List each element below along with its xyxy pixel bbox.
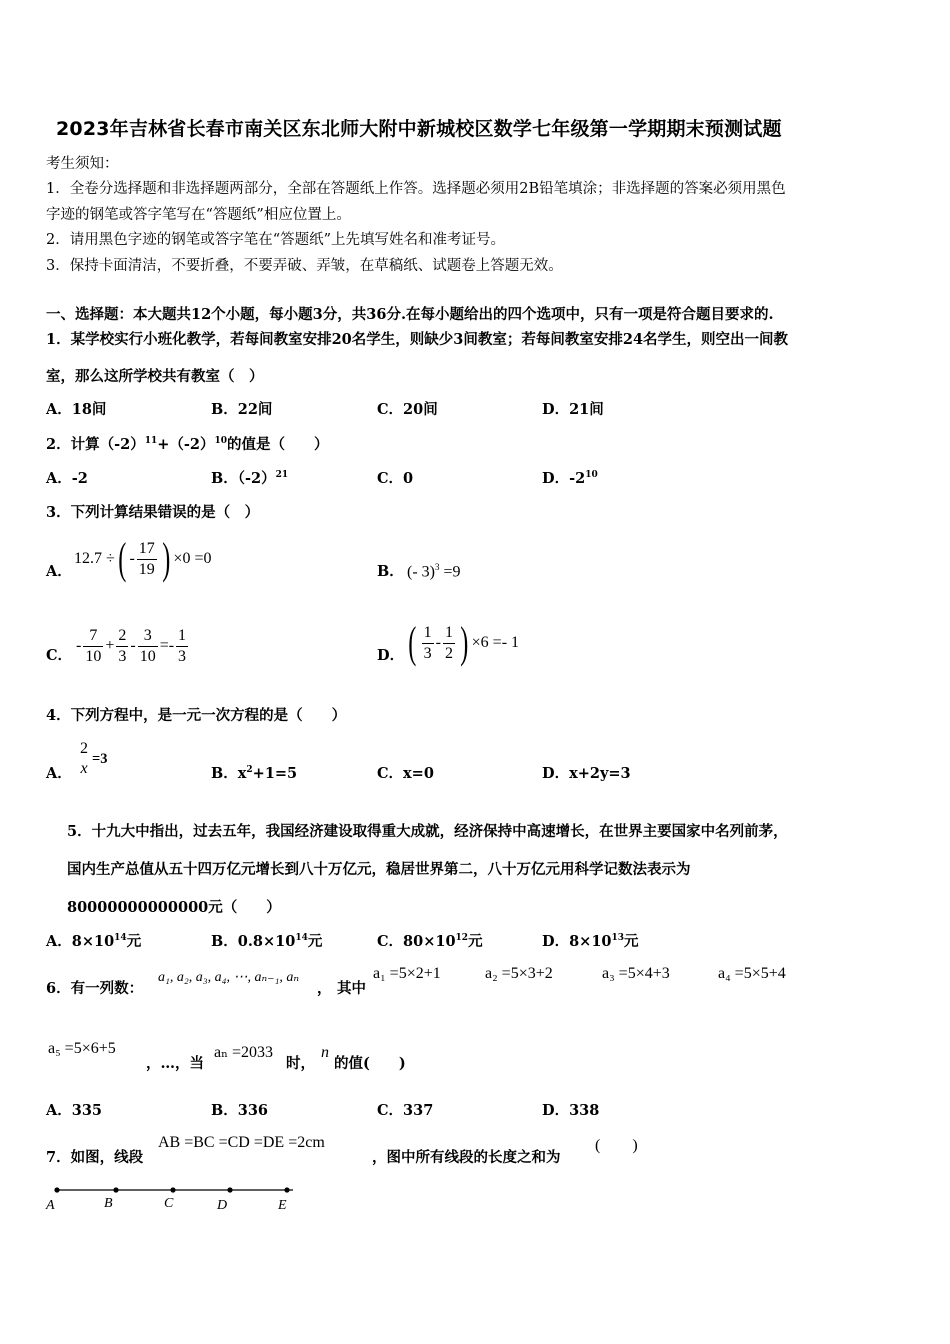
question-1-line: 1．某学校实行小班化教学，若每间教室安排20名学生，则缺少3间教室；若每间教室安排24名学生，则空出一间教 xyxy=(46,331,789,348)
notice-line: 3．保持卡面清洁，不要折叠，不要弄破、弄皱，在草稿纸、试题卷上答题无效。 xyxy=(46,258,563,274)
option-c-expression: - $\frac{7}{10}$ + $\frac{2}{3}$ - $\frac{3}{10}$ =- $\frac{1}{3}$ xyxy=(76,626,187,665)
question-1-line: 室，那么这所学校共有教室（ ） xyxy=(46,368,264,385)
option-c: C．337 xyxy=(377,1102,434,1119)
label-c: C xyxy=(164,1196,174,1211)
segment-expression: AB =BC =CD =DE =2cm xyxy=(158,1134,325,1151)
segment-figure xyxy=(40,1182,310,1216)
point-b xyxy=(113,1187,118,1192)
question-6-time: 时， xyxy=(286,1055,315,1072)
question-5-line: 5．十九大中指出，过去五年，我国经济建设取得重大成就，经济保持中高速增长，在世界主要国家中名列前茅， xyxy=(67,823,788,840)
label-b: B xyxy=(104,1196,113,1211)
comma: ， xyxy=(317,980,332,997)
label-d: D xyxy=(217,1198,228,1213)
option-c: C． xyxy=(46,647,73,664)
option-a-expression: 12.7 ÷ ( - $\frac{17}{19}$ ) ×0 =0 xyxy=(74,534,212,583)
option-a: A．$8\times 10^{14}$元 xyxy=(46,933,142,950)
question-6-mid: 其中 xyxy=(337,980,366,997)
option-a: A． xyxy=(46,563,72,580)
point-d xyxy=(227,1187,232,1192)
option-d: D．$8\times 10^{13}$元 xyxy=(542,933,639,950)
notice-line: 字迹的钢笔或答字笔写在“答题纸”相应位置上。 xyxy=(46,207,351,223)
option-a: A．18间 xyxy=(46,401,107,418)
question-6-dots: ，…，当 xyxy=(146,1055,204,1072)
answer-paren: ( ) xyxy=(595,1137,638,1154)
option-b: B．$0.8\times 10^{14}$元 xyxy=(211,933,323,950)
option-a: A． xyxy=(46,765,72,782)
option-a-expression: 2 x =3 xyxy=(80,740,108,777)
term-a4: a₄ =5×5+4 xyxy=(718,965,786,982)
question-3-stem: 3．下列计算结果错误的是（ ） xyxy=(46,504,260,521)
point-a xyxy=(54,1187,59,1192)
option-c: C．0 xyxy=(377,470,414,487)
point-c xyxy=(170,1187,175,1192)
option-a: A．335 xyxy=(46,1102,103,1119)
term-a3: a₃ =5×4+3 xyxy=(602,965,670,982)
option-d: D．21间 xyxy=(542,401,604,418)
term-a1: a₁ =5×2+1 xyxy=(373,965,441,982)
notice-heading: 考生须知： xyxy=(46,156,119,172)
term-a5: a₅ =5×6+5 xyxy=(48,1040,116,1057)
option-b: B． xyxy=(377,563,404,580)
notice-line: 2．请用黑色字迹的钢笔或答字笔在“答题纸”上先填写姓名和准考证号。 xyxy=(46,232,506,248)
option-c: C．20间 xyxy=(377,401,438,418)
sequence-expression: a₁, a₂, a₃, a₄, ⋯, aₙ₋₁, aₙ xyxy=(158,970,300,985)
question-6-prefix: 6．有一列数： xyxy=(46,980,144,997)
label-a: A xyxy=(46,1198,55,1213)
option-b-expression: (- 3)$^3$ =9 xyxy=(407,562,461,581)
option-d: D．x+2y=3 xyxy=(542,765,631,782)
question-4-stem: 4．下列方程中，是一元一次方程的是（ ） xyxy=(46,707,347,724)
page-title: 2023年吉林省长春市南关区东北师大附中新城校区数学七年级第一学期期末预测试题 xyxy=(56,118,782,140)
question-7-prefix: 7．如图，线段 xyxy=(46,1149,144,1166)
option-c: C．$80\times 10^{12}$元 xyxy=(377,933,483,950)
option-b: B．$x^2+1=5$ xyxy=(211,765,298,782)
option-b: B．336 xyxy=(211,1102,269,1119)
question-7-post: ，图中所有线段的长度之和为 xyxy=(372,1149,561,1166)
term-an: aₙ =2033 xyxy=(214,1044,274,1061)
section-heading: 一、选择题：本大题共12个小题，每小题3分，共36分.在每小题给出的四个选项中，只有一项是符合题目要求的. xyxy=(46,306,774,323)
option-c: C．x=0 xyxy=(377,765,434,782)
option-b: B．$(-2)^{21}$ xyxy=(211,470,289,487)
question-5-line: 国内生产总值从五十四万亿元增长到八十万亿元，稳居世界第二，八十万亿元用科学记数法表示为 xyxy=(67,861,691,878)
point-e xyxy=(284,1187,289,1192)
option-d-expression: ( $\frac{1}{3}$ - $\frac{1}{2}$ ) ×6 =- 1 xyxy=(408,618,520,667)
option-d: D． xyxy=(377,647,405,664)
question-5-line: 80000000000000元（ ） xyxy=(67,899,281,916)
variable-n: n xyxy=(321,1044,329,1061)
term-a2: a₂ =5×3+2 xyxy=(485,965,553,982)
label-e: E xyxy=(278,1198,287,1213)
option-b: B．22间 xyxy=(211,401,273,418)
option-d: D．$-2^{10}$ xyxy=(542,470,598,487)
question-6-tail: 的值( ) xyxy=(334,1055,406,1072)
question-2-stem: 2．计算$(-2)^{11}+(-2)^{10}$的值是（ ） xyxy=(46,436,329,453)
notice-line: 1．全卷分选择题和非选择题两部分，全部在答题纸上作答。选择题必须用2B铅笔填涂；非选择题的答案必须用黑色 xyxy=(46,181,786,197)
option-d: D．338 xyxy=(542,1102,600,1119)
option-a: A．-2 xyxy=(46,470,88,487)
